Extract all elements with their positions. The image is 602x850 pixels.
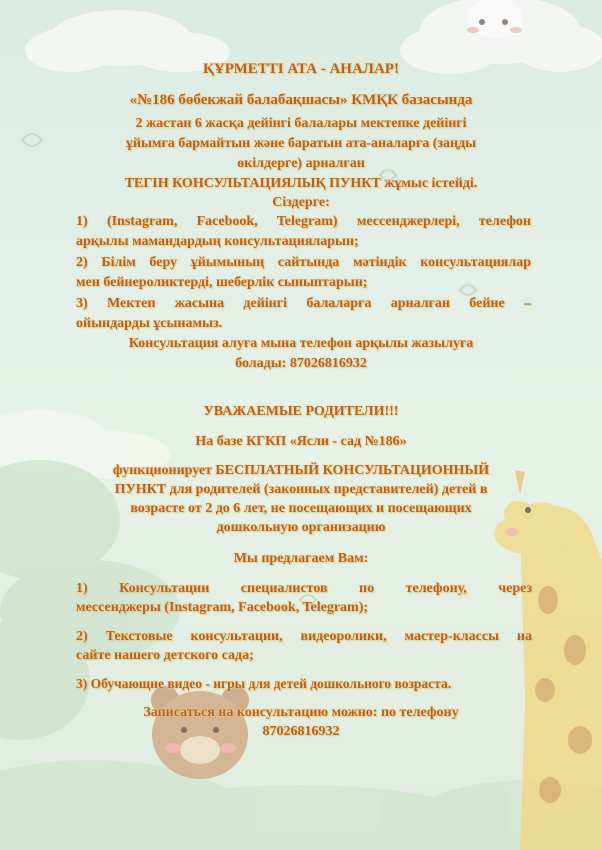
ru-title: УВАЖАЕМЫЕ РОДИТЕЛИ!!! bbox=[203, 404, 399, 419]
ru-offer: Мы предлагаем Вам: bbox=[233, 551, 369, 566]
ru-item-3: 3) Обучающие видео - игры для детей дошкольного возраста. bbox=[76, 676, 452, 691]
kz-title: ҚҰРМЕТТІ АТА - АНАЛАР! bbox=[203, 61, 399, 77]
ru-intro-line: функционирует БЕСПЛАТНЫЙ КОНСУЛЬТАЦИОННЫЙ bbox=[112, 463, 490, 478]
kz-signup: Консультация алуға мына телефон арқылы жазылуға bbox=[128, 336, 474, 351]
ru-intro-line: возрасте от 2 до 6 лет, не посещающих и посещающих bbox=[130, 501, 472, 516]
ru-item-2-cont: сайте нашего детского сада; bbox=[76, 648, 254, 663]
ru-intro-line: ПУНКТ для родителей (законных представителей) детей в bbox=[114, 482, 488, 497]
ru-item-1-cont: мессенджеры (Instagram, Facebook, Telegram); bbox=[76, 600, 369, 615]
kz-intro-line: 2 жастан 6 жасқа дейінгі балалары мектепке дейінгі bbox=[135, 116, 467, 131]
ru-signup-phone: 87026816932 bbox=[262, 724, 340, 739]
ru-item-2: 2) Текстовые консультации, видеоролики, мастер-классы на bbox=[76, 629, 532, 644]
kz-signup-phone: болады: 87026816932 bbox=[235, 356, 367, 371]
kz-offer: Сіздерге: bbox=[272, 195, 330, 210]
kz-point: ТЕГІН КОНСУЛЬТАЦИЯЛЫҚ ПУНКТ жұмыс істейді. bbox=[124, 176, 478, 191]
ru-org: На базе КГКП «Ясли - сад №186» bbox=[195, 434, 407, 449]
kz-org: «№186 бөбекжай балабақшасы» КМҚК базасында bbox=[129, 92, 473, 108]
kz-item-1-cont: арқылы мамандардың консультацияларын; bbox=[76, 234, 359, 249]
kz-item-1: 1) (Instagram, Facebook, Telegram) мессенджерлері, телефон bbox=[76, 214, 531, 229]
kz-item-2: 2) Білім беру ұйымының сайтында мәтіндік консультациялар bbox=[76, 255, 531, 270]
kz-item-3-cont: ойындарды ұсынамыз. bbox=[76, 316, 223, 331]
kz-intro-line: өкілдерге) арналған bbox=[237, 156, 365, 171]
ru-signup: Записаться на консультацию можно: по телефону bbox=[143, 705, 459, 720]
kz-item-3: 3) Мектеп жасына дейінгі балаларға арналған бейне – bbox=[76, 296, 531, 311]
kz-intro-line: ұйымға бармайтын және баратын ата-аналарға (заңды bbox=[125, 136, 477, 151]
ru-item-1: 1) Консультации специалистов по телефону, через bbox=[76, 581, 532, 596]
kz-item-2-cont: мен бейнероликтерді, шеберлік сыныптарын; bbox=[76, 275, 368, 290]
ru-intro-line: дошкольную организацию bbox=[216, 520, 386, 535]
